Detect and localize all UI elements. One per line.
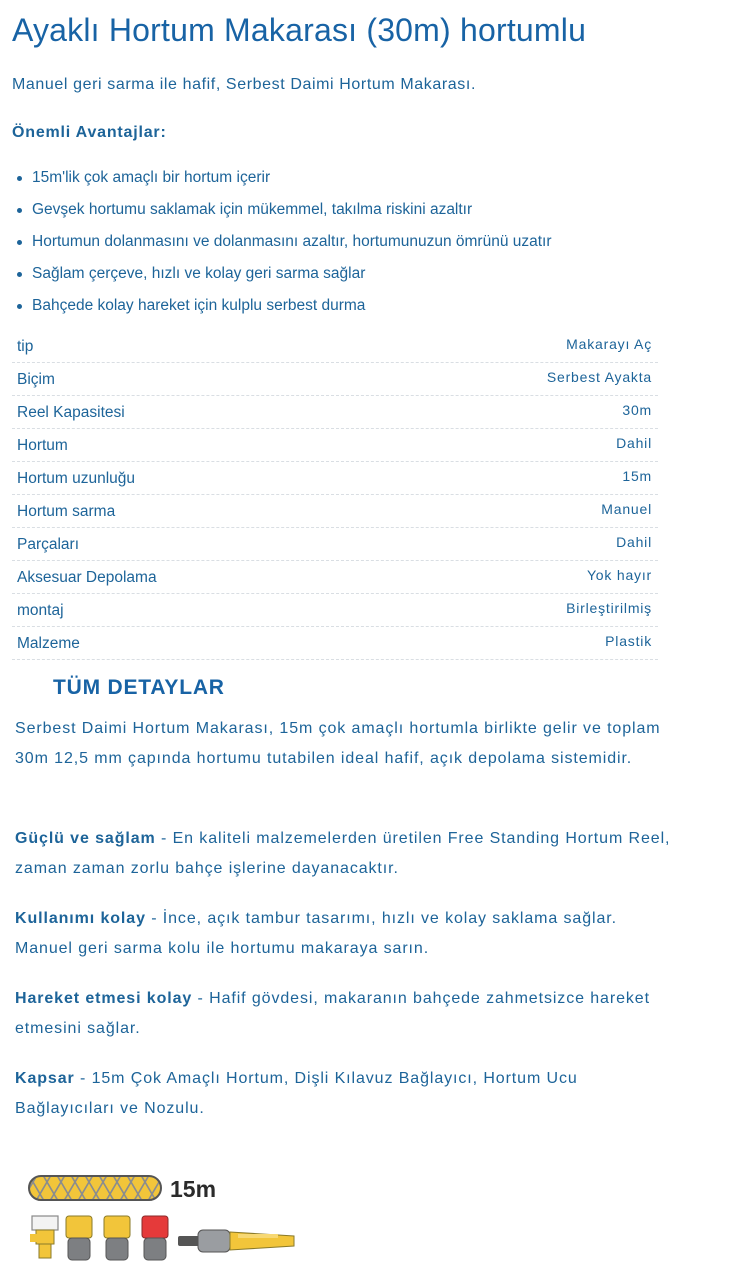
spec-key: Malzeme <box>17 635 80 652</box>
list-item: Sağlam çerçeve, hızlı ve kolay geri sarma sağlar <box>12 258 552 290</box>
spec-key: Reel Kapasitesi <box>17 404 125 421</box>
table-row <box>12 396 658 429</box>
spec-key: montaj <box>17 602 64 619</box>
feature-text: - Hafif gövdesi, makaranın bahçede zahmetsizce hareket etmesini sağlar. <box>15 990 650 1037</box>
advantages-heading: Önemli Avantajlar: <box>12 124 167 141</box>
table-row <box>12 528 658 561</box>
hose-length-label: 15m <box>170 1176 217 1202</box>
feature-paragraph <box>15 1064 675 1124</box>
specs-table <box>12 330 658 660</box>
feature-paragraph <box>15 984 675 1044</box>
spec-value: 30m <box>622 402 652 418</box>
hose-icon <box>29 1176 161 1200</box>
table-row <box>12 561 658 594</box>
feature-text: - İnce, açık tambur tasarımı, hızlı ve kolay saklama sağlar. Manuel geri sarma kolu ile hortumu makaraya sarın. <box>15 910 617 957</box>
table-row <box>12 495 658 528</box>
spec-value: Birleştirilmiş <box>566 600 652 616</box>
table-row <box>12 462 658 495</box>
spec-value: Yok hayır <box>586 567 652 583</box>
advantages-list <box>12 162 552 322</box>
hose-connector-icon <box>66 1216 92 1260</box>
table-row <box>12 429 658 462</box>
waterstop-connector-icon <box>142 1216 168 1260</box>
spray-nozzle-icon <box>178 1230 294 1252</box>
feature-label: Kapsar <box>15 1070 75 1087</box>
table-row <box>12 363 658 396</box>
details-summary: Serbest Daimi Hortum Makarası, 15m çok amaçlı hortumla birlikte gelir ve toplam 30m 12,5 mm çapında hortumu tutabilen ideal hafif, açık depolama sistemidir. <box>15 720 661 767</box>
table-row <box>12 627 658 660</box>
table-row <box>12 594 658 627</box>
page-title: Ayaklı Hortum Makarası (30m) hortumlu <box>12 12 587 48</box>
list-item: Hortumun dolanmasını ve dolanmasını azaltır, hortumunuzun ömrünü uzatır <box>12 226 552 258</box>
feature-text: - En kaliteli malzemelerden üretilen Free Standing Hortum Reel, zaman zaman zorlu bahçe işlerine dayanacaktır. <box>15 830 671 877</box>
spec-value: Dahil <box>616 435 652 451</box>
spec-key: Hortum uzunluğu <box>17 470 136 487</box>
details-heading: TÜM DETAYLAR <box>53 676 225 699</box>
intro-text: Manuel geri sarma ile hafif, Serbest Daimi Hortum Makarası. <box>12 76 476 93</box>
feature-paragraph <box>15 904 675 964</box>
table-row <box>12 330 658 363</box>
feature-paragraph <box>15 824 675 884</box>
spec-key: Hortum sarma <box>17 503 116 520</box>
feature-label: Hareket etmesi kolay <box>15 990 193 1007</box>
list-item: Gevşek hortumu saklamak için mükemmel, takılma riskini azaltır <box>12 194 552 226</box>
spec-value: Makarayı Aç <box>566 336 652 352</box>
tap-connector-icon <box>30 1216 58 1258</box>
spec-key: Aksesuar Depolama <box>17 569 157 586</box>
feature-text: - 15m Çok Amaçlı Hortum, Dişli Kılavuz Bağlayıcı, Hortum Ucu Bağlayıcıları ve Nozulu. <box>15 1070 578 1117</box>
spec-key: Hortum <box>17 437 68 454</box>
spec-value: Dahil <box>616 534 652 550</box>
feature-label: Güçlü ve sağlam <box>15 830 156 847</box>
spec-value: Plastik <box>605 633 652 649</box>
spec-value: Manuel <box>601 501 652 517</box>
hose-connector-icon <box>104 1216 130 1260</box>
spec-key: Biçim <box>17 371 55 388</box>
spec-key: tip <box>17 338 34 355</box>
product-image <box>26 1170 306 1270</box>
spec-value: Serbest Ayakta <box>546 369 652 385</box>
spec-value: 15m <box>622 468 652 484</box>
spec-key: Parçaları <box>17 536 80 553</box>
feature-label: Kullanımı kolay <box>15 910 146 927</box>
list-item: 15m'lik çok amaçlı bir hortum içerir <box>12 162 552 194</box>
list-item: Bahçede kolay hareket için kulplu serbest durma <box>12 290 552 322</box>
